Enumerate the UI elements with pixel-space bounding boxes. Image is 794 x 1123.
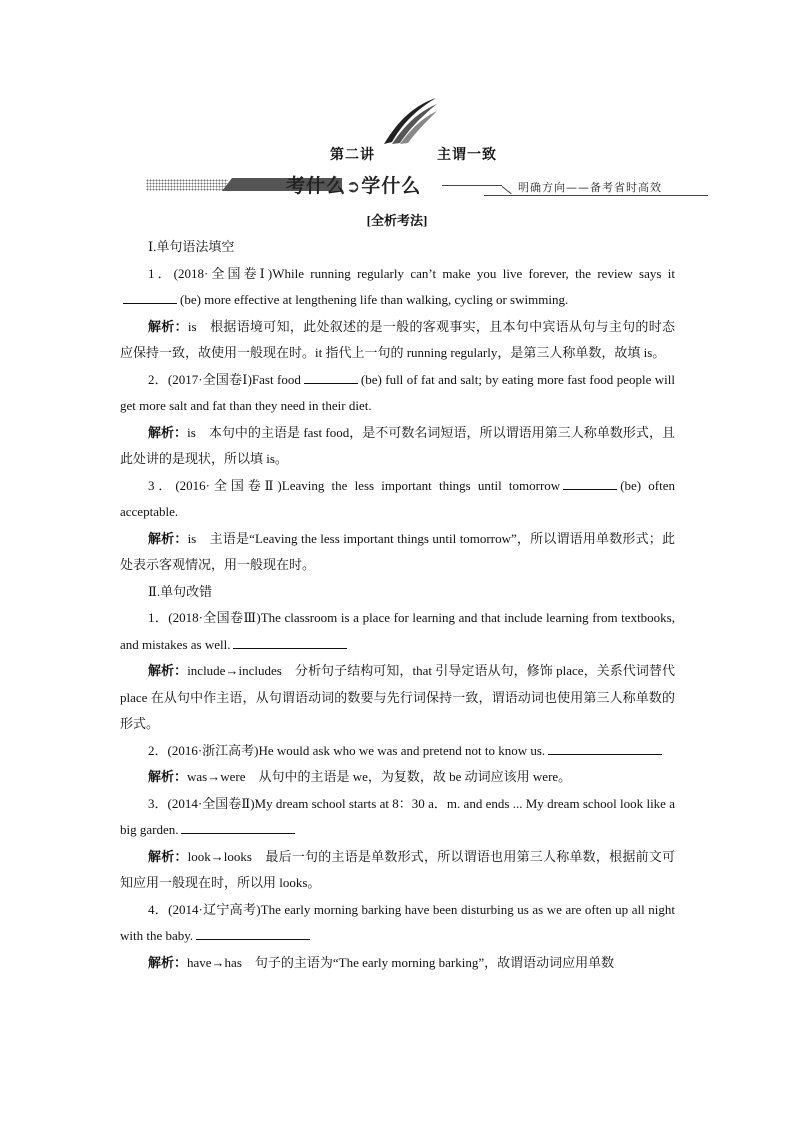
banner-subtitle: 明确方向——备考省时高效: [518, 181, 662, 194]
lesson-number: 第二讲: [330, 148, 375, 163]
exercise-content: [120, 234, 675, 976]
answer-explanation: 解析：is 根据语境可知，此处叙述的是一般的客观事实，且本句中宾语从句与主句的时态应保持一致，故使用一般现在时。it 指代上一句的 running regularly，是第三人称单数，故填 is。: [120, 318, 675, 360]
answer-blank: [181, 819, 295, 834]
question-item: 3．(2014·全国卷Ⅱ)My dream school starts at 8：30 a．m. and ends ... My dream school look like a big garden.: [120, 795, 675, 837]
answer-blank: [563, 475, 617, 490]
answer-explanation: 解析：have→has 句子的主语为“The early morning barking”，故谓语动词应用单数: [148, 954, 615, 970]
answer-explanation: 解析：is 本句中的主语是 fast food，是不可数名词短语，所以谓语用第三人称单数形式，且此处讲的是现状，所以填 is。: [120, 424, 675, 466]
banner-title-left: 考什么: [286, 175, 347, 197]
section-banner: [146, 173, 708, 199]
question-item: 1．(2018·全国卷Ⅰ)While running regularly can’t make you live forever, the review says it(be) more effective at lengthening life than walking, cycling or swimming.: [120, 261, 675, 314]
answer-blank: [233, 634, 347, 649]
section-title: [全析考法]: [366, 213, 428, 228]
lesson-title: [330, 144, 497, 164]
part1-heading: Ⅰ.单句语法填空: [148, 239, 235, 254]
question-item: 2．(2016·浙江高考)He would ask who we was and pretend not to know us.: [120, 738, 675, 765]
banner-dot-pattern: [146, 179, 228, 191]
answer-blank: [548, 740, 662, 755]
part2-heading: Ⅱ.单句改错: [148, 583, 213, 599]
banner-title: [286, 171, 421, 198]
lesson-topic: 主谓一致: [437, 148, 497, 163]
banner-title-right: 学什么: [361, 175, 422, 197]
circular-arrow-icon: ➲: [346, 177, 362, 197]
question-item: 4．(2014·辽宁高考)The early morning barking have been disturbing us as we are often up all night with the baby.: [120, 901, 675, 943]
question-item: 2．(2017·全国卷Ⅰ)Fast food (be) full of fat and salt; by eating more fast food people will get more salt and fat than they need in their diet.: [120, 367, 675, 420]
answer-blank: [123, 289, 177, 304]
swoosh-logo-icon: [382, 96, 438, 146]
question-item: 1．(2018·全国卷Ⅲ)The classroom is a place for learning and that include learning from textbooks, and mistakes as well.: [120, 610, 675, 652]
answer-explanation: 解析：was→were 从句中的主语是 we，为复数，故 be 动词应该用 were。: [148, 769, 572, 784]
answer-explanation: 解析：include→includes 分析句子结构可知，that 引导定语从句，修饰 place，关系代词替代 place 在从句中作主语，从句谓语动词的数要与先行词保持一致，谓语动词也使用第三人称单数的形式。: [120, 663, 675, 731]
answer-blank: [196, 925, 310, 940]
answer-blank: [304, 369, 358, 384]
answer-explanation: 解析：look→looks 最后一句的主语是单数形式，所以谓语也用第三人称单数，根据前文可知应用一般现在时，所以用 looks。: [120, 848, 675, 890]
question-item: 3．(2016·全国卷Ⅱ)Leaving the less important things until tomorrow (be) often acceptable.: [120, 473, 675, 526]
answer-explanation: 解析：is 主语是“Leaving the less important things until tomorrow”，所以谓语用单数形式；此处表示客观情况，用一般现在时。: [120, 530, 675, 572]
